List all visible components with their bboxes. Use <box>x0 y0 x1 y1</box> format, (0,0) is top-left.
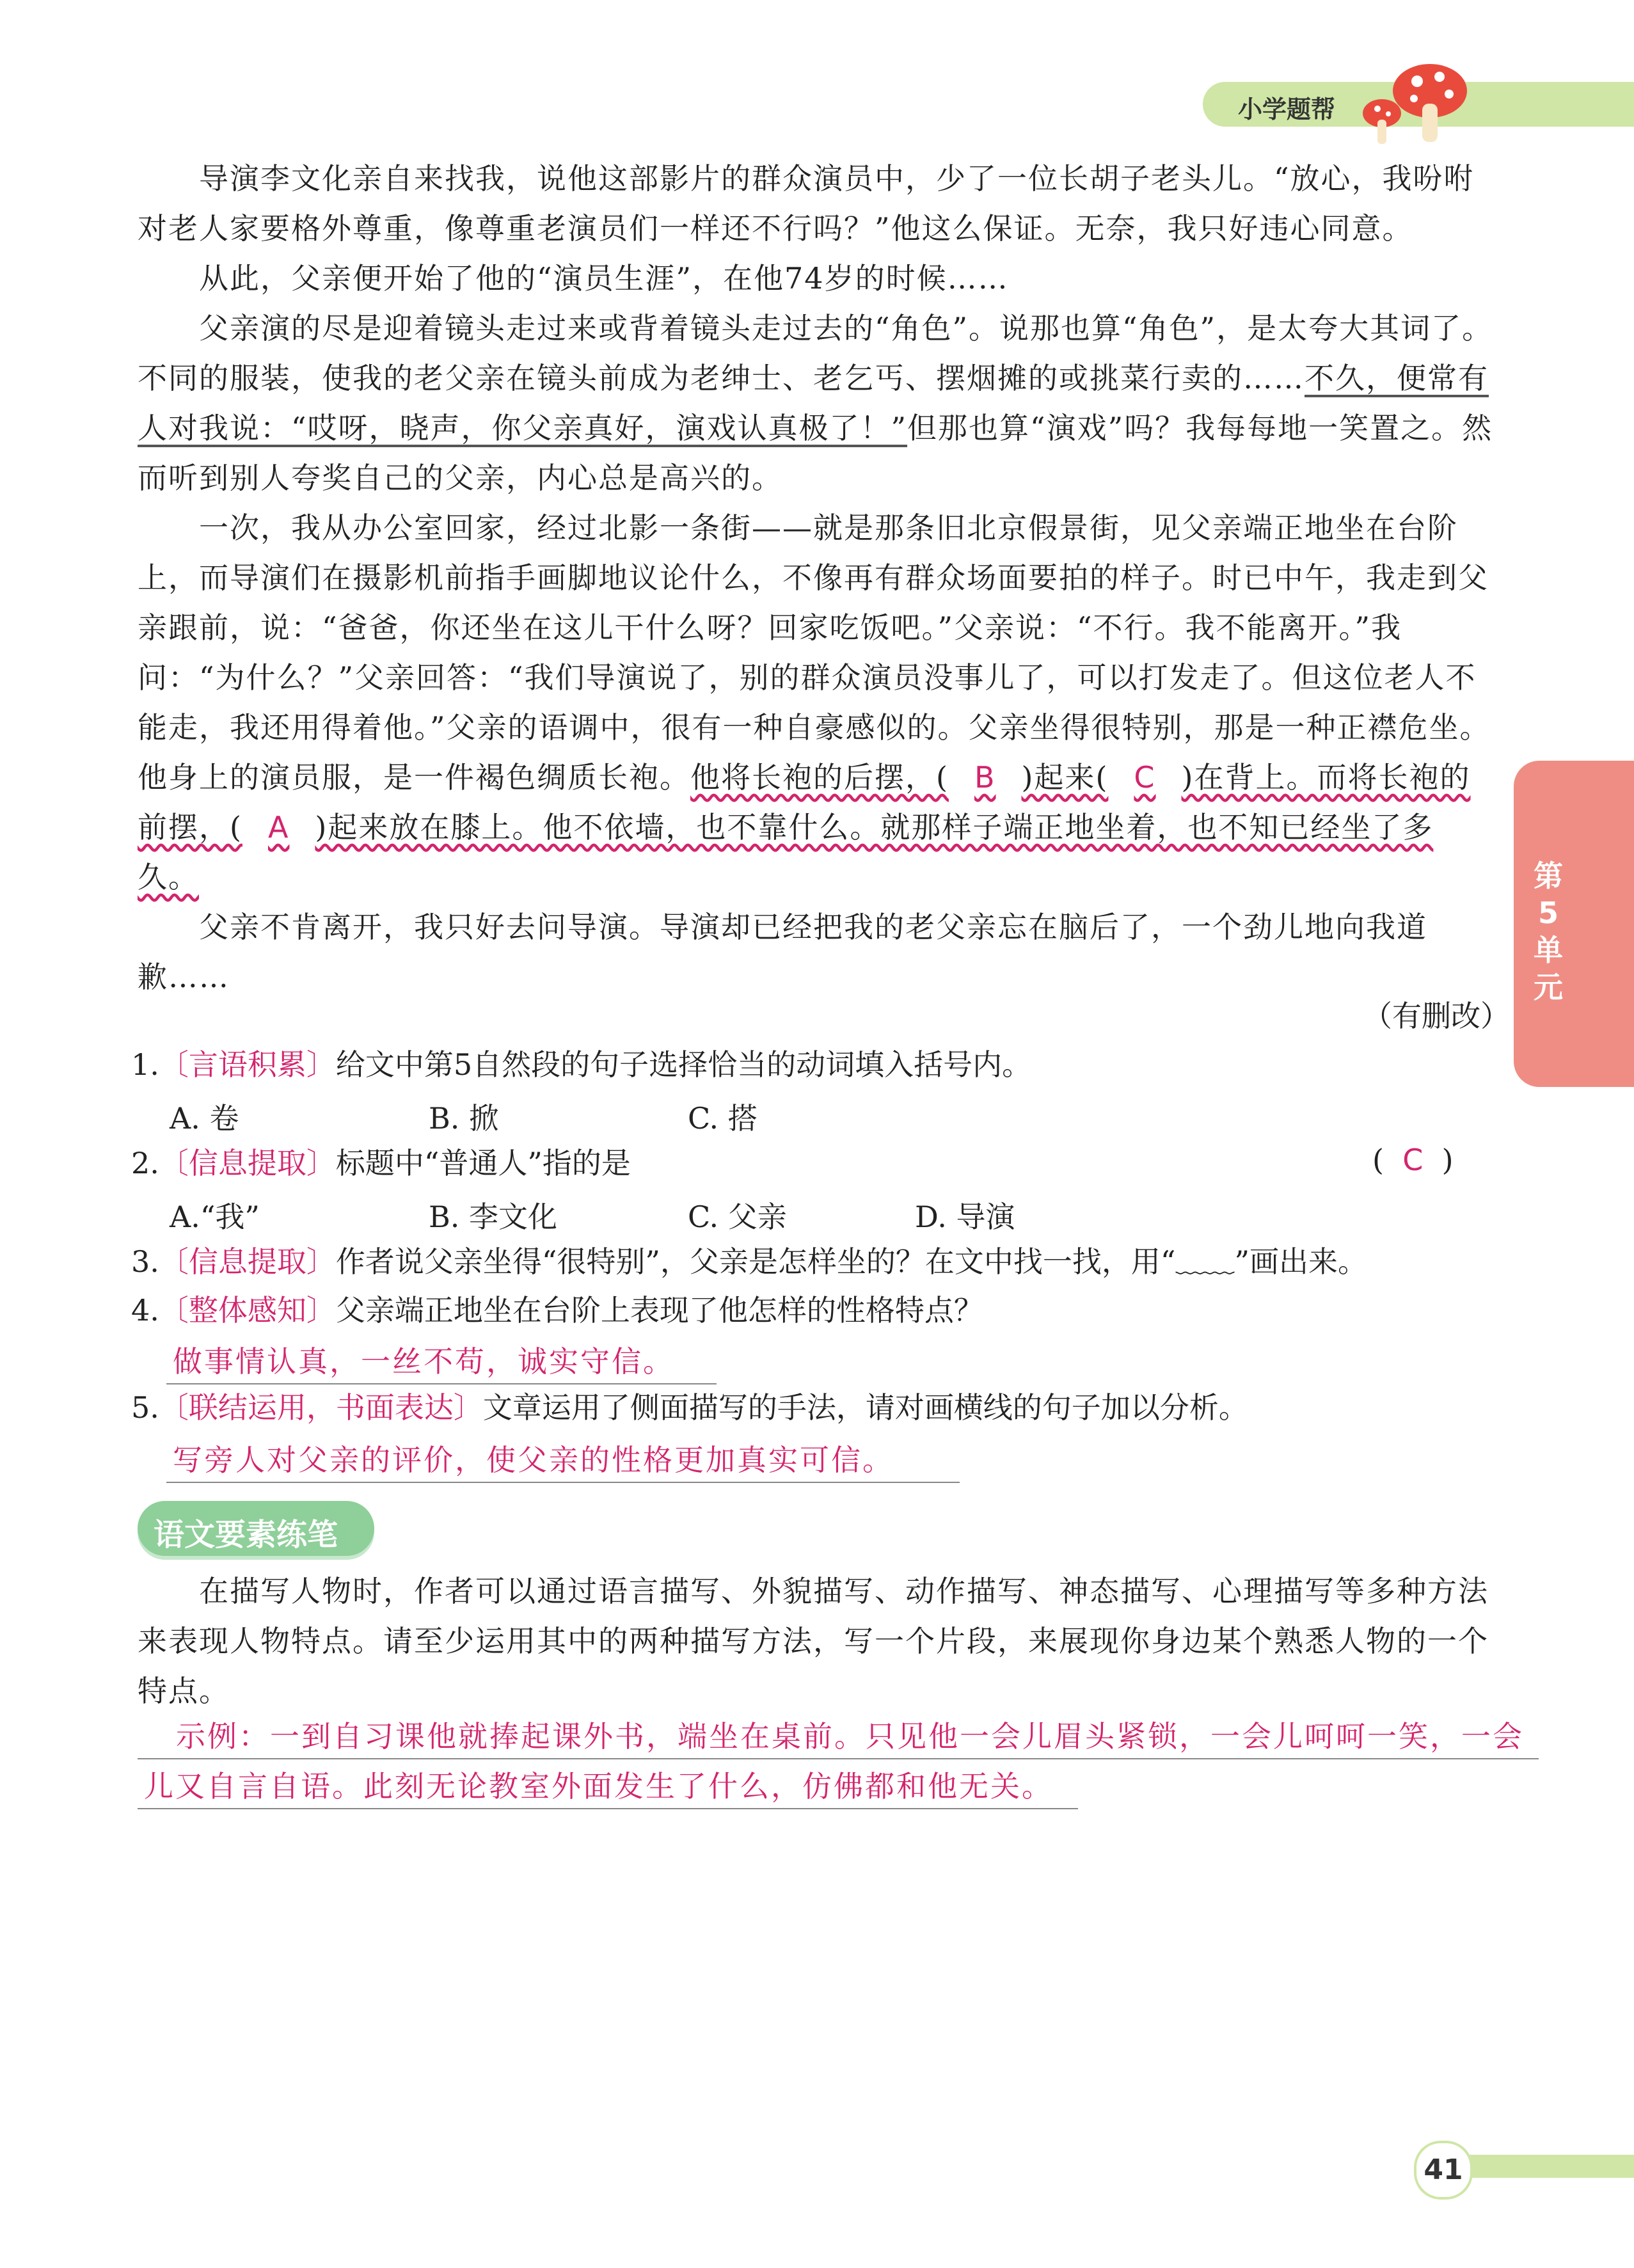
paragraph-4 <box>138 503 1494 902</box>
section-answer-line-2: 儿又自言自语。此刻无论教室外面发生了什么，仿佛都和他无关。 <box>138 1763 1078 1809</box>
q2-option-c: C. 父亲 <box>688 1200 787 1234</box>
q4-answer: 做事情认真，一丝不苟，诚实守信。 <box>166 1338 717 1384</box>
question-5: 5.〔联结运用，书面表达〕文章运用了侧面描写的手法，请对画横线的句子加以分析。 <box>131 1390 1248 1425</box>
q1-option-b: B. 掀 <box>429 1101 499 1136</box>
mushroom-icon <box>1353 59 1481 148</box>
paragraph-1: 导演李文化亲自来找我，说他这部影片的群众演员中，少了一位长胡子老头儿。“放心，我吩咐对老人家要格外尊重，像尊重老演员们一样还不行吗？”他这么保证。无奈，我只好违心同意。 <box>138 161 1475 246</box>
q1-option-c: C. 搭 <box>688 1101 758 1136</box>
page-number-bar <box>1452 2155 1634 2178</box>
paragraph-4-start: 一次，我从办公室回家，经过北影一条街——就是那条旧北京假景街，见父亲端正地坐在台阶上，而导演们在摄影机前指手画脚地议论什么，不像再有群众场面要拍的样子。时已中午，我走到父亲跟前，说：“爸爸，你还坐在这儿干什么呀？回家吃饭吧。”父亲说：“不行。我不能离开。”我问：“为什么？”父亲回答：“我们导演说了，别的群众演员没事儿了，可以打发走了。但这位老人不能走，我还用得着他。”父亲的语调中，很有一种自豪感似的。父亲坐得很特别，那是一种正襟危坐。他身上的演员服，是一件褐色绸质长袍。 <box>138 511 1491 795</box>
source-note: （有删改） <box>1363 999 1510 1033</box>
question-3: 3.〔信息提取〕作者说父亲坐得“很特别”，父亲是怎样坐的？在文中找一找，用“﹏﹏”画出来。 <box>131 1244 1367 1279</box>
section-answer-line-1: 示例：一到自习课他就捧起课外书，端坐在桌前。只见他一会儿眉头紧锁，一会儿呵呵一笑，一会 <box>138 1713 1539 1759</box>
fill-answer-c: C <box>1134 760 1156 795</box>
paragraph-3 <box>138 303 1494 503</box>
section-title: 语文要素练笔 <box>154 1517 338 1553</box>
q2-option-d: D. 导演 <box>915 1200 1015 1234</box>
question-2: 2.〔信息提取〕标题中“普通人”指的是 <box>131 1146 631 1180</box>
q2-answer: C <box>1402 1143 1424 1177</box>
paragraph-3-end: 但那也算“演戏”吗？我每每地一笑置之。然而听到别人夸奖自己的父亲，内心总是高兴的。 <box>138 411 1493 495</box>
page-number: 41 <box>1414 2141 1473 2200</box>
q2-option-b: B. 李文化 <box>429 1200 558 1234</box>
paragraph-3-start: 父亲演的尽是迎着镜头走过来或背着镜头走过去的“角色”。说那也算“角色”，是太夸大其词了。不同的服装，使我的老父亲在镜头前成为老绅士、老乞丐、摆烟摊的或挑菜行卖的…… <box>138 311 1493 395</box>
q2-option-a: A.“我” <box>170 1200 260 1234</box>
fill-answer-a: A <box>267 810 290 845</box>
paragraph-5: 父亲不肯离开，我只好去问导演。导演却已经把我的老父亲忘在脑后了，一个劲儿地向我道歉…… <box>138 910 1427 994</box>
header-title: 小学题帮 <box>1238 95 1336 123</box>
question-4: 4.〔整体感知〕父亲端正地坐在台阶上表现了他怎样的性格特点？ <box>131 1293 983 1328</box>
q1-option-a: A. 卷 <box>170 1101 239 1136</box>
unit-tab-label: 第5单元 <box>1534 859 1563 1004</box>
question-1: 1.〔言语积累〕给文中第5自然段的句子选择恰当的动词填入括号内。 <box>131 1047 1032 1082</box>
wavy-sentence: 他将长袍的后摆，( B )起来( C )在背上。而将长袍的前摆，( A )起来放在膝上。他不依墙，也不靠什么。就那样子端正地坐着，也不知已经坐了多久。 <box>138 760 1471 894</box>
fill-answer-b: B <box>974 760 996 795</box>
q5-answer: 写旁人对父亲的评价，使父亲的性格更加真实可信。 <box>166 1437 960 1483</box>
section-prompt: 在描写人物时，作者可以通过语言描写、外貌描写、动作描写、神态描写、心理描写等多种方法来表现人物特点。请至少运用其中的两种描写方法，写一个片段，来展现你身边某个熟悉人物的一个特点。 <box>138 1574 1489 1708</box>
underlined-sentence: 不久，便常有人对我说：“哎呀，晓声，你父亲真好，演戏认真极了！” <box>138 361 1489 445</box>
q2-answer-bracket: ( C ) <box>1372 1143 1454 1177</box>
paragraph-2: 从此，父亲便开始了他的“演员生涯”，在他74岁的时候…… <box>199 261 1009 296</box>
